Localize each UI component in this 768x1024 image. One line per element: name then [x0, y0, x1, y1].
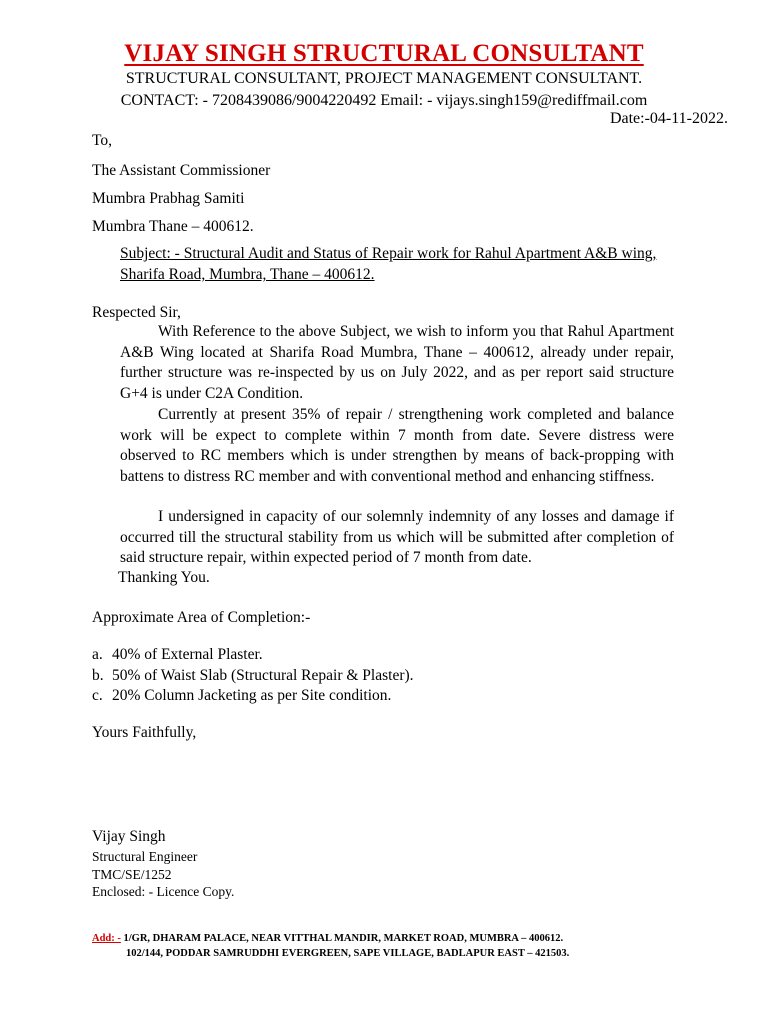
addressee-line-2: Mumbra Prabhag Samiti [92, 190, 245, 207]
addressee-line-3: Mumbra Thane – 400612. [92, 218, 254, 235]
body-paragraph-3: I undersigned in capacity of our solemnly indemnity of any losses and damage if occurred till the structural stability from us which will be submitted after completion of said structure repair, within expected period of 7 month from date. [120, 508, 674, 566]
salutation: Respected Sir, [92, 304, 181, 321]
closing-line: Yours Faithfully, [92, 724, 197, 741]
footer-address-line-2 [0, 948, 768, 959]
addressee-to: To, [92, 132, 113, 149]
thanks-line: Thanking You. [118, 569, 210, 586]
list-marker: b. [92, 666, 104, 684]
footer-address-line-1 [0, 933, 768, 944]
list-item-text: 20% Column Jacketing as per Site condition. [112, 687, 392, 704]
completion-list [92, 645, 414, 707]
list-marker: c. [92, 687, 103, 704]
enclosure-note: Enclosed: - Licence Copy. [92, 884, 235, 899]
footer-address-1: 1/GR, DHARAM PALACE, NEAR VITTHAL MANDIR, MARKET ROAD, MUMBRA – 400612. [120, 933, 564, 944]
list-marker: a. [92, 646, 103, 663]
body-paragraph-1: With Reference to the above Subject, we wish to inform you that Rahul Apartment A&B Wing located at Sharifa Road Mumbra, Thane – 400612, already under repair, further structure was re-inspected by us on July 2022, and as per report said structure G+4 is under C2A Condition. [120, 323, 674, 402]
list-item-text: 50% of Waist Slab (Structural Repair & Plaster). [112, 666, 414, 684]
firm-name: VIJAY SINGH STRUCTURAL CONSULTANT [124, 40, 644, 67]
list-item [92, 645, 414, 666]
completion-heading: Approximate Area of Completion:- [92, 609, 311, 626]
firm-contact: CONTACT: - 7208439086/9004220492 Email: - vijays.singh159@rediffmail.com [120, 92, 648, 109]
signatory-name: Vijay Singh [92, 828, 166, 845]
footer-add-label: Add: - [92, 933, 121, 944]
addressee-line-1: The Assistant Commissioner [92, 162, 271, 179]
signatory-designation: Structural Engineer [92, 849, 198, 864]
list-item [92, 666, 414, 687]
subject-line [120, 243, 665, 285]
list-item [92, 686, 414, 707]
signatory-licence: TMC/SE/1252 [92, 867, 172, 882]
subject-text: Subject: - Structural Audit and Status of Repair work for Rahul Apartment A&B wing, Sharifa Road, Mumbra, Thane – 400612. [120, 245, 657, 283]
firm-tagline: STRUCTURAL CONSULTANT, PROJECT MANAGEMENT CONSULTANT. [125, 70, 643, 87]
list-item-text: 40% of External Plaster. [112, 646, 263, 663]
footer-address-2: 102/144, PODDAR SAMRUDDHI EVERGREEN, SAPE VILLAGE, BADLAPUR EAST – 421503. [126, 948, 570, 959]
letter-date: Date:-04-11-2022. [609, 110, 728, 127]
body-paragraph-2: Currently at present 35% of repair / strengthening work completed and balance work will be expect to complete within 7 month from date. Severe distress were observed to RC members which is under strengthen by means of back-propping with battens to distress RC member and with conventional method and enhancing stiffness. [120, 406, 674, 485]
